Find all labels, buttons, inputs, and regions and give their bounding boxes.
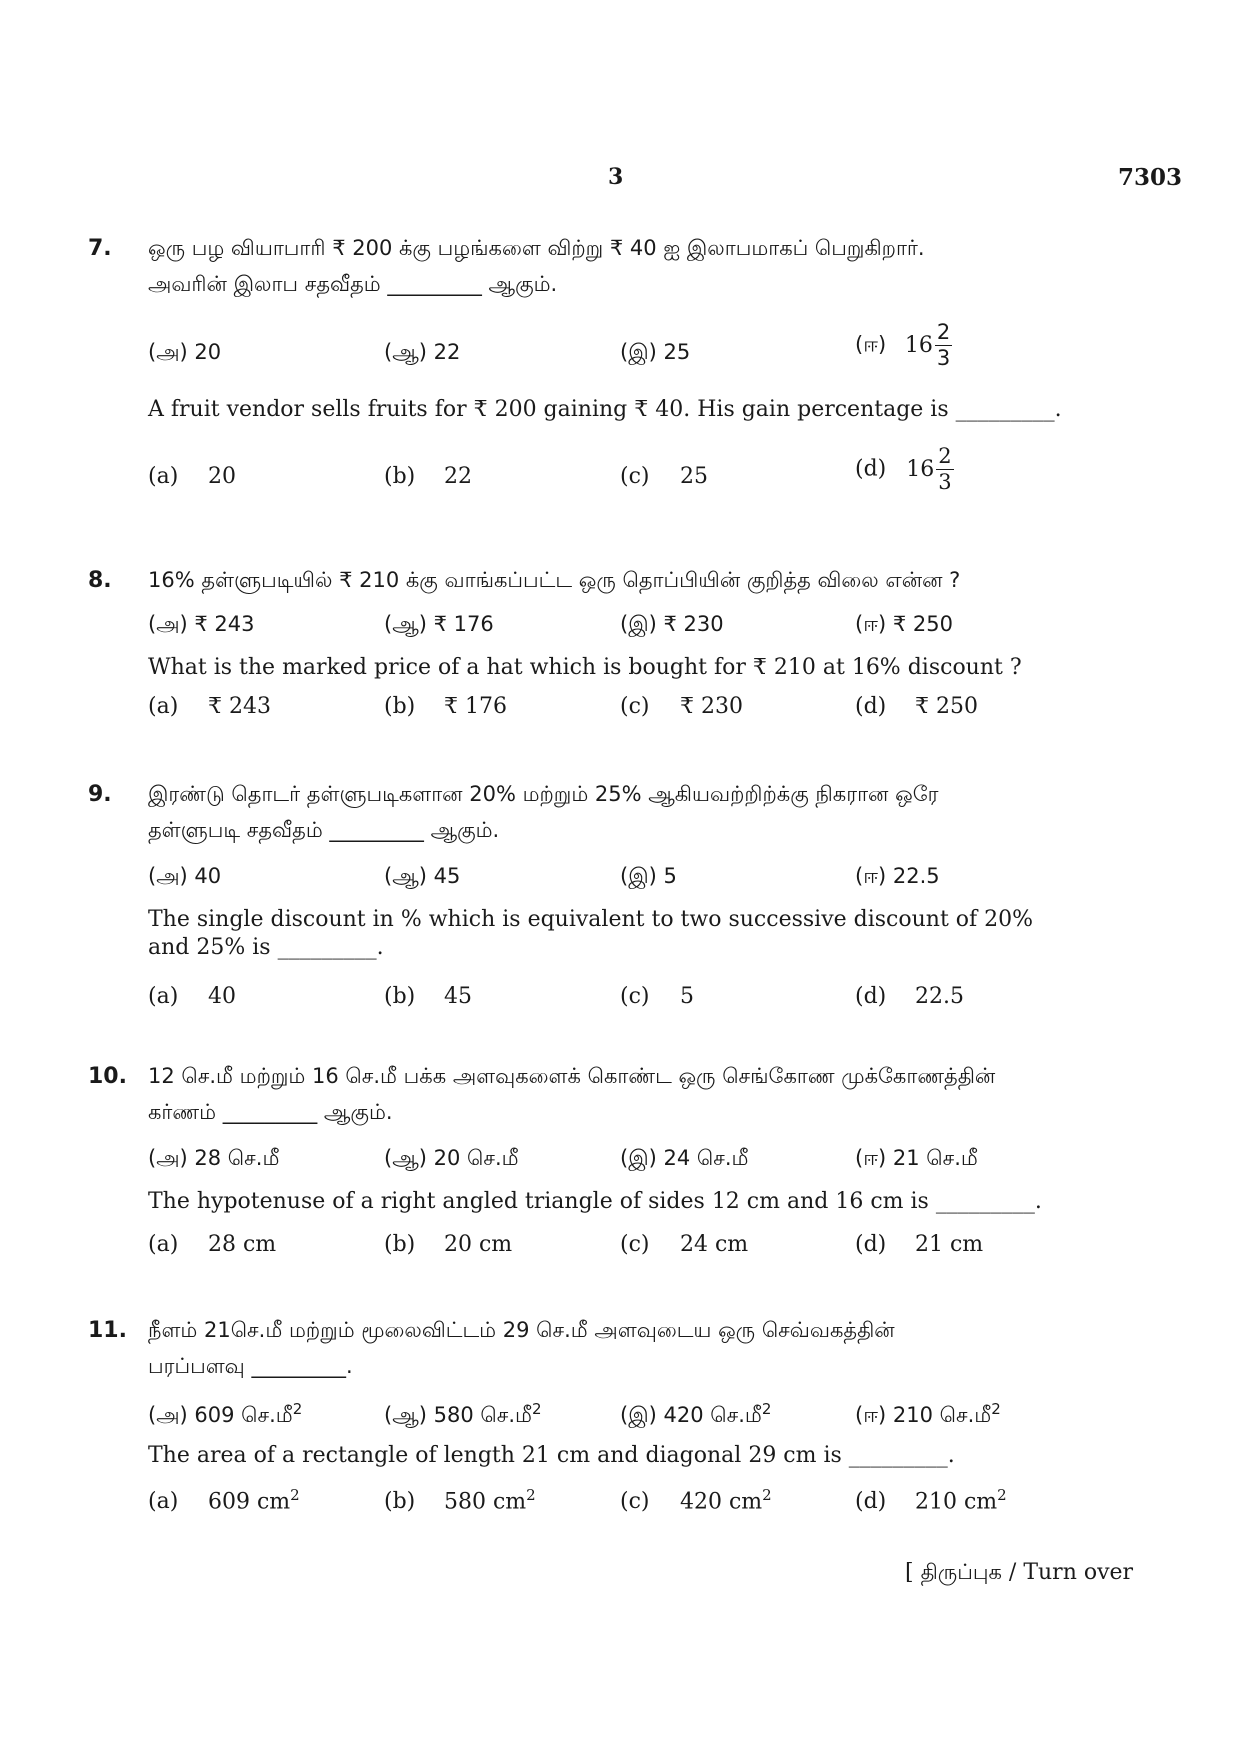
option-b [384, 984, 472, 1009]
question-text-english: What is the marked price of a hat which is bought for ₹ 210 at 16% discount ? [148, 655, 1022, 680]
option-value: ₹ 176 [444, 694, 507, 719]
option-label: (b) [384, 694, 416, 719]
question-number: 9. [88, 782, 112, 807]
option-a [148, 1486, 300, 1514]
option-d [855, 446, 954, 493]
fraction-denominator: 3 [936, 346, 951, 370]
superscript: 2 [292, 1400, 303, 1418]
turn-over-english: Turn over [1023, 1560, 1134, 1585]
question-text-tamil: நீளம் 21செ.மீ மற்றும் மூலைவிட்டம் 29 செ.மீ அளவுடைய ஒரு செவ்வகத்தின் [148, 1318, 895, 1342]
option-label: (c) [620, 1489, 650, 1515]
option-value: 5 [680, 984, 694, 1009]
superscript: 2 [526, 1486, 536, 1504]
option-tamil-c: (இ) ₹ 230 [620, 612, 724, 636]
option-tamil-c [620, 1400, 771, 1430]
option-a [148, 694, 271, 719]
option-tamil-c: (இ) 25 [620, 340, 691, 364]
option-value: 24 cm [680, 1232, 749, 1257]
option-tamil-a: (அ) ₹ 243 [148, 612, 255, 636]
option-a [148, 464, 236, 489]
option-value: 25 [680, 464, 708, 489]
option-tamil-c: (இ) 5 [620, 864, 677, 888]
option-label: (a) [148, 464, 179, 489]
option-label: (b) [384, 984, 416, 1009]
separator: / [1001, 1560, 1024, 1585]
question-text-tamil: ஒரு பழ வியாபாரி ₹ 200 க்கு பழங்களை விற்று ₹ 40 ஐ இலாபமாகப் பெறுகிறார். [148, 236, 925, 260]
question-text-english: The single discount in % which is equivalent to two successive discount of 20% [148, 907, 1034, 932]
mixed-number-whole: 16 [906, 456, 935, 482]
option-b [384, 1486, 536, 1514]
question-text-tamil: கர்ணம் _________ ஆகும். [148, 1100, 393, 1124]
mixed-number-whole: 16 [904, 332, 933, 358]
option-d [855, 1232, 983, 1257]
option-tamil-b: (ஆ) 45 [384, 864, 461, 888]
option-value: 580 cm [444, 1489, 527, 1515]
option-value: 210 cm [915, 1489, 998, 1515]
option-label: (c) [620, 1232, 650, 1257]
option-tamil-c: (இ) 24 செ.மீ [620, 1146, 749, 1170]
option-label: (b) [384, 1489, 416, 1515]
option-value: 420 cm [680, 1489, 763, 1515]
option-tamil-b: (ஆ) 20 செ.மீ [384, 1146, 519, 1170]
option-a [148, 1232, 276, 1257]
fraction-numerator: 2 [938, 444, 952, 468]
question-text-english: The area of a rectangle of length 21 cm and diagonal 29 cm is _________. [148, 1443, 955, 1468]
option-tamil-d: (ஈ) 21 செ.மீ [855, 1146, 978, 1170]
option-tamil-d [855, 322, 952, 369]
option-label: (a) [148, 694, 179, 719]
option-c [620, 1486, 772, 1514]
option-a [148, 984, 236, 1009]
option-tamil-d [855, 1400, 1001, 1430]
question-number: 8. [88, 568, 112, 593]
option-label: (ஈ) [855, 332, 887, 357]
option-label: (c) [620, 984, 650, 1009]
option-b [384, 464, 472, 489]
option-tamil-a: (அ) 28 செ.மீ [148, 1146, 280, 1170]
page-number: 3 [608, 164, 624, 190]
question-text-tamil: பரப்பளவு _________. [148, 1354, 353, 1378]
option-label: (a) [148, 1232, 179, 1257]
option-value: 40 [208, 984, 236, 1009]
question-number: 7. [88, 236, 112, 261]
question-number: 11. [88, 1318, 127, 1343]
fraction-numerator: 2 [936, 320, 951, 344]
fraction [935, 322, 952, 369]
option-tamil-b: (ஆ) 22 [384, 340, 461, 364]
fraction [936, 446, 953, 493]
option-value: 22 [444, 464, 472, 489]
turn-over-tamil: திருப்புக [920, 1560, 1002, 1584]
option-tamil-a [148, 1400, 302, 1430]
option-label: (b) [384, 464, 416, 489]
question-text-tamil: 12 செ.மீ மற்றும் 16 செ.மீ பக்க அளவுகளைக் கொண்ட ஒரு செங்கோண முக்கோணத்தின் [148, 1064, 996, 1088]
option-text: (இ) 420 செ.மீ [620, 1403, 762, 1427]
option-label: (d) [855, 984, 887, 1009]
option-tamil-b: (ஆ) ₹ 176 [384, 612, 494, 636]
question-text-tamil: இரண்டு தொடர் தள்ளுபடிகளான 20% மற்றும் 25% ஆகியவற்றிற்க்கு நிகரான ஒரே [148, 782, 939, 806]
option-label: (c) [620, 464, 650, 489]
option-label: (a) [148, 984, 179, 1009]
option-text: (அ) 609 செ.மீ [148, 1403, 293, 1427]
option-tamil-d: (ஈ) 22.5 [855, 864, 940, 888]
option-c [620, 694, 743, 719]
option-c [620, 984, 694, 1009]
superscript: 2 [761, 1400, 772, 1418]
option-tamil-a: (அ) 20 [148, 340, 222, 364]
option-b [384, 1232, 512, 1257]
superscript: 2 [991, 1400, 1001, 1418]
option-text: (ஈ) 210 செ.மீ [855, 1403, 992, 1427]
option-value: 28 cm [208, 1232, 277, 1257]
superscript: 2 [997, 1486, 1007, 1504]
option-d [855, 694, 978, 719]
option-b [384, 694, 507, 719]
option-value: ₹ 243 [208, 694, 271, 719]
question-text-tamil: தள்ளுபடி சதவீதம் _________ ஆகும். [148, 818, 500, 842]
option-value: ₹ 250 [915, 694, 978, 719]
option-text: (ஆ) 580 செ.மீ [384, 1403, 532, 1427]
option-value: 609 cm [208, 1489, 291, 1515]
option-value: ₹ 230 [680, 694, 743, 719]
option-value: 20 [208, 464, 236, 489]
turn-over-note [905, 1560, 1133, 1587]
option-label: (b) [384, 1232, 416, 1257]
option-label: (d) [855, 694, 887, 719]
option-d [855, 984, 964, 1009]
superscript: 2 [762, 1486, 772, 1504]
option-label: (d) [855, 456, 887, 482]
option-value: 45 [444, 984, 472, 1009]
bracket: [ [905, 1560, 921, 1585]
option-value: 21 cm [915, 1232, 984, 1257]
option-tamil-b [384, 1400, 542, 1430]
question-text-english: A fruit vendor sells fruits for ₹ 200 gaining ₹ 40. His gain percentage is _________. [148, 397, 1062, 422]
option-value: 20 cm [444, 1232, 513, 1257]
option-tamil-a: (அ) 40 [148, 864, 222, 888]
paper-code: 7303 [1118, 164, 1183, 191]
option-c [620, 1232, 748, 1257]
question-text-english: and 25% is _________. [148, 935, 384, 960]
superscript: 2 [531, 1400, 542, 1418]
option-d [855, 1486, 1007, 1514]
option-label: (c) [620, 694, 650, 719]
superscript: 2 [290, 1486, 300, 1504]
option-label: (d) [855, 1489, 887, 1515]
fraction-denominator: 3 [938, 470, 952, 494]
option-value: 22.5 [915, 984, 964, 1009]
question-number: 10. [88, 1064, 127, 1089]
question-text-english: The hypotenuse of a right angled triangle of sides 12 cm and 16 cm is _________. [148, 1189, 1042, 1214]
option-tamil-d: (ஈ) ₹ 250 [855, 612, 953, 636]
question-text-tamil: அவரின் இலாப சதவீதம் _________ ஆகும். [148, 272, 558, 296]
question-text-tamil: 16% தள்ளுபடியில் ₹ 210 க்கு வாங்கப்பட்ட ஒரு தொப்பியின் குறித்த விலை என்ன ? [148, 568, 961, 592]
option-c [620, 464, 708, 489]
option-label: (a) [148, 1489, 179, 1515]
option-label: (d) [855, 1232, 887, 1257]
